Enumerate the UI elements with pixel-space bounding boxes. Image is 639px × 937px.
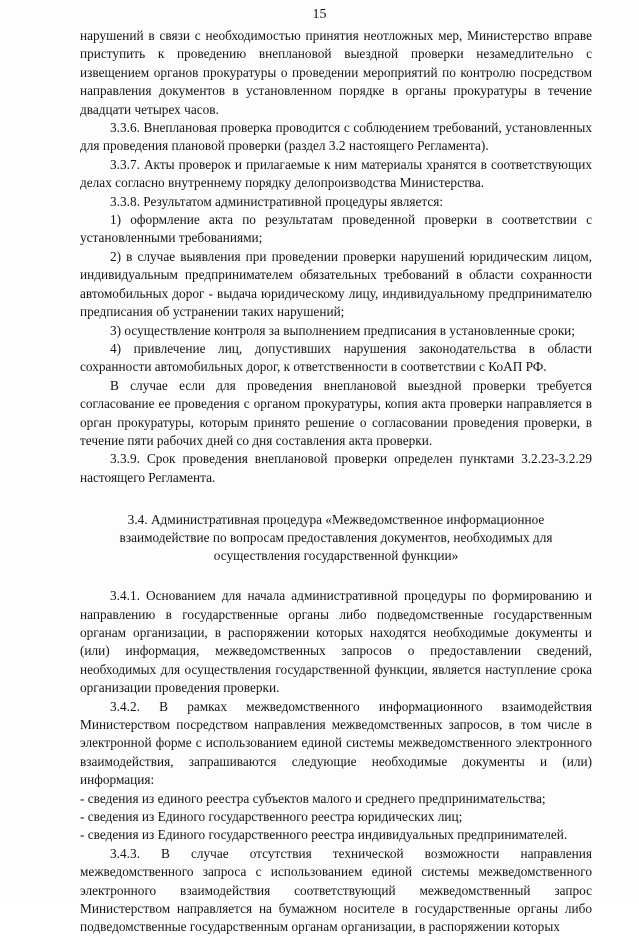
paragraph-3-4-1: 3.4.1. Основанием для начала административной процедуры по формированию и направлению в государственные органы либо подведомственные государственным органам организации, в распоряжении которых находятся необходимые документы и (или) информация, межведомственных запросов о предоставлении сведений, необходимых для осуществления государственной функции, является наступление срока организации проведения проверки.	[80, 588, 592, 696]
paragraph-3-3-7: 3.3.7. Акты проверок и прилагаемые к ним материалы хранятся в соответствующих делах согласно внутреннему порядку делопроизводства Министерства.	[80, 156, 592, 191]
page-number: 15	[312, 7, 327, 22]
list-item-registry-3: - сведения из Единого государственного реестра индивидуальных предпринимателей.	[80, 827, 568, 843]
paragraph-prosecutor-approval: В случае если для проведения внеплановой выездной проверки требуется согласование ее проведения с органом прокуратуры, копия акта проверки направляется в орган прокуратуры, которым принято решение о согласовании проведения проверки, в течение пяти рабочих дней со дня составления акта проверки.	[80, 377, 592, 448]
paragraph-3-4-2: 3.4.2. В рамках межведомственного информационного взаимодействия Министерством посредством направления межведомственных запросов, в том числе в электронной форме с использованием единой системы межведомственного электронного взаимодействия, запрашиваются следующие необходимые документы и (или) информация:	[80, 698, 592, 788]
list-item-result-3: 3) осуществление контроля за выполнением предписания в установленные сроки;	[110, 322, 575, 338]
paragraph-3-4-3: 3.4.3. В случае отсутствия технической возможности направления межведомственного запроса с использованием единой системы межведомственного электронного взаимодействия соответствующий межведомственный запрос Министерством направляется на бумажном носителе в государственные органы либо подведомственные государственным органам организации, в распоряжении которых	[80, 845, 592, 935]
paragraph-continuation: нарушений в связи с необходимостью принятия неотложных мер, Министерство вправе приступить к проведению внеплановой выездной проверки незамедлительно с извещением органов прокуратуры о проведении мероприятий по контролю посредством направления документов в установленном порядке в органы прокуратуры в течение двадцати четырех часов.	[80, 28, 592, 117]
section-heading-line: 3.4. Административная процедура «Межведомственное информационное	[127, 512, 545, 528]
list-item-result-2: 2) в случае выявления при проведении проверки нарушений юридическим лицом, индивидуальным предпринимателем обязательных требований в области сохранности автомобильных дорог - выдача юридическому лицу, индивидуальному предпринимателю предписания об устранении таких нарушений;	[80, 248, 592, 320]
document-body	[80, 27, 592, 937]
section-heading-3-4	[98, 511, 574, 565]
list-item-result-4: 4) привлечение лиц, допустивших нарушения законодательства в области сохранности автомобильных дорог, к ответственности в соответствии с КоАП РФ.	[80, 340, 592, 375]
paragraph-3-3-8: 3.3.8. Результатом административной процедуры является:	[110, 193, 444, 209]
list-item-registry-2: - сведения из Единого государственного реестра юридических лиц;	[80, 809, 463, 825]
section-heading-line: осуществления государственной функции»	[213, 548, 459, 564]
list-item-registry-1: - сведения из единого реестра субъектов малого и среднего предпринимательства;	[80, 790, 546, 806]
paragraph-3-3-6: 3.3.6. Внеплановая проверка проводится с соблюдением требований, установленных для проведения плановой проверки (раздел 3.2 настоящего Регламента).	[80, 120, 592, 154]
section-heading-line: взаимодействие по вопросам предоставления документов, необходимых для	[119, 530, 553, 546]
list-item-result-1: 1) оформление акта по результатам проведенной проверки в соответствии с установленными требованиями;	[80, 212, 592, 246]
paragraph-3-3-9: 3.3.9. Срок проведения внеплановой проверки определен пунктами 3.2.23-3.2.29 настоящего Регламента.	[80, 451, 592, 485]
